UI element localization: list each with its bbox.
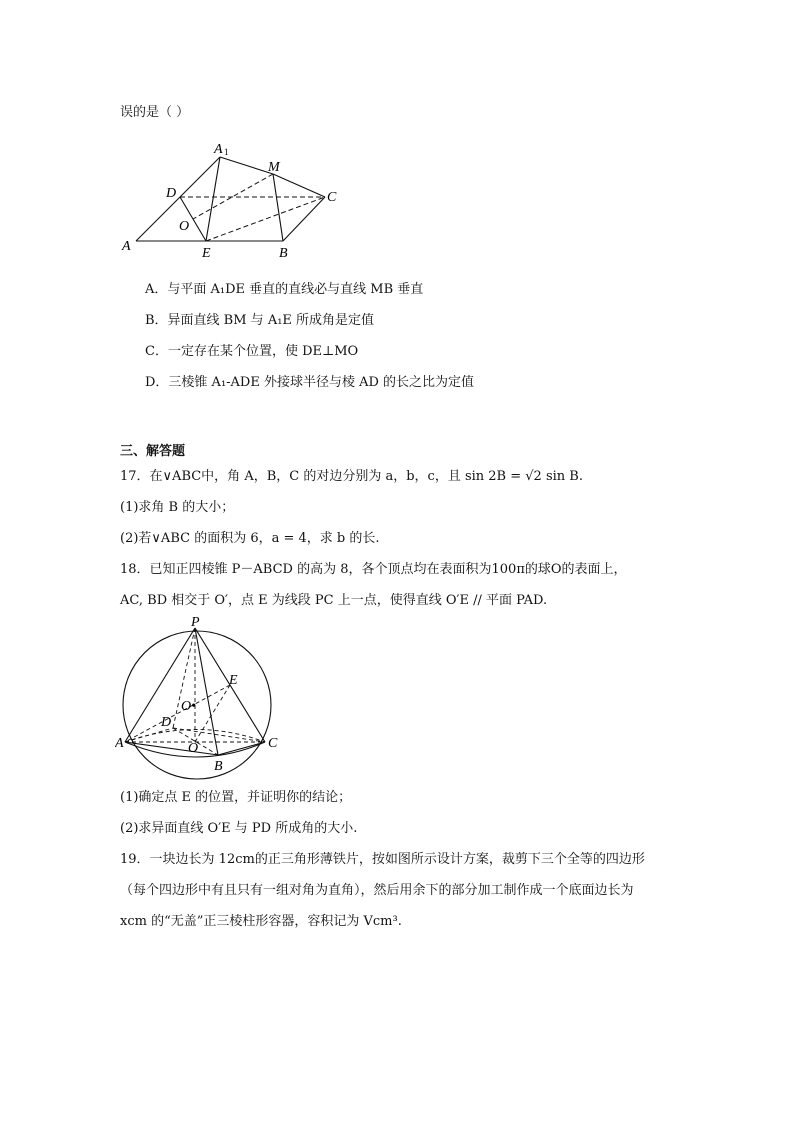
q17-stem: 17．在∨ABC中，角 A，B，C 的对边分别为 a，b，c，且 sin 2B = √2 sin B. [120,469,583,484]
q19-stem-cont2: xcm 的“无盖”正三棱柱形容器，容积记为 Vcm³. [120,914,402,929]
figure-folded-triangle [118,140,348,265]
edge-A-D [136,197,180,241]
q17-part1: (1)求角 B 的大小； [120,500,235,515]
option-b: B．异面直线 BM 与 A₁E 所成角是定值 [145,313,375,328]
label-B: B [279,246,288,261]
q19-stem: 19．一块边长为 12cm的正三角形薄铁片，按如图所示设计方案，裁剪下三个全等的四边形 [120,852,645,867]
option-d: D．三棱锥 A₁-ADE 外接球半径与棱 AD 的长之比为定值 [145,375,475,390]
label-A: A [115,736,124,751]
edge-M-C [273,174,325,197]
figure-sphere-pyramid [115,615,290,780]
edge-M-B [273,174,283,241]
label-E: E [202,246,211,261]
edge-P-A [125,628,195,742]
option-c: C．一定存在某个位置，使 DE⊥MO [145,344,359,359]
q17-part2: (2)若∨ABC 的面积为 6，a = 4，求 b 的长. [120,531,380,546]
label-P: P [191,615,200,630]
q18-stem: 18．已知正四棱锥 P－ABCD 的高为 8，各个顶点均在表面积为100π的球O的表面上， [120,562,627,577]
label-D: D [166,186,177,201]
q18-stem-cont: AC, BD 相交于 O′，点 E 为线段 PC 上一点，使得直线 O′E // 平面 PAD. [120,593,548,608]
edge-A1-M [220,157,273,174]
q18-part2: (2)求异面直线 O′E 与 PD 所成角的大小. [120,821,358,836]
q16-tail: 误的是（ ） [120,105,190,120]
label-C: C [268,736,278,751]
label-A1-sub: 1 [224,147,229,157]
label-A: A [122,239,131,254]
label-D: D [161,715,172,730]
label-A1: A [214,142,223,157]
q18-part1: (1)确定点 E 的位置，并证明你的结论； [120,790,352,805]
label-O-prime: O [188,741,199,756]
seg-O2-E [195,685,230,742]
q19-stem-cont: （每个四边形中有且只有一组对角为直角），然后用余下的部分加工制作成一个底面边长为 [120,883,634,898]
label-C: C [327,190,337,205]
label-O: O [179,219,190,234]
label-M: M [268,160,280,175]
option-a: A．与平面 A₁DE 垂直的直线必与直线 MB 垂直 [145,282,424,297]
edge-A-B [125,742,218,755]
label-B: B [214,759,223,774]
edge-B-C [218,742,265,755]
dash-E-C [206,197,325,241]
label-O: O• [181,699,197,714]
section-heading: 三、解答题 [120,444,186,459]
edge-B-C [283,197,325,241]
label-E: E [229,673,238,688]
